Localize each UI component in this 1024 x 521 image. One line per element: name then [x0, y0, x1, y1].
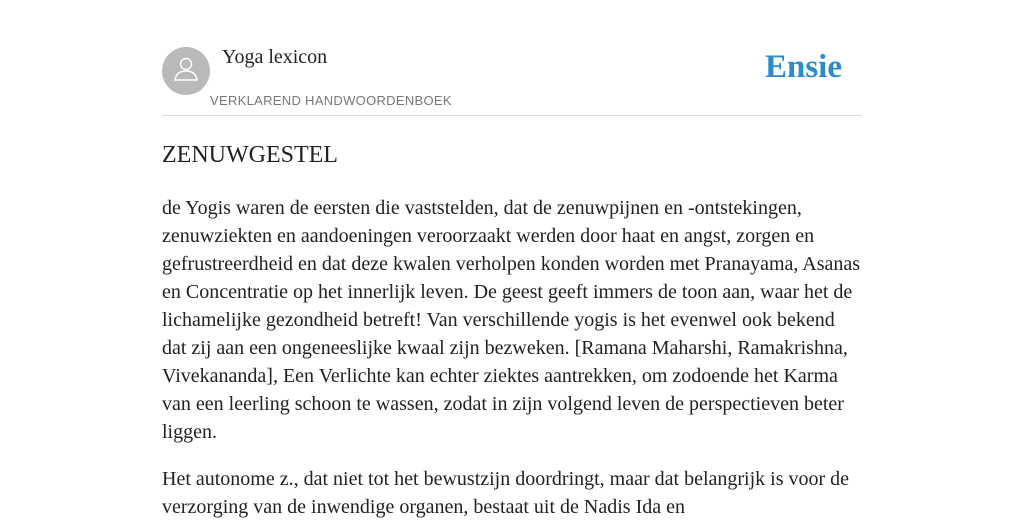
- entry-title: ZENUWGESTEL: [162, 142, 338, 168]
- brand-logo[interactable]: Ensie: [764, 49, 842, 85]
- page: [162, 0, 862, 518]
- avatar[interactable]: [162, 47, 210, 95]
- book-title[interactable]: Yoga lexicon: [222, 46, 328, 68]
- user-icon: [171, 54, 201, 89]
- header: [162, 0, 862, 116]
- entry-paragraph: de Yogis waren de eersten die vaststelden, dat de zenuwpijnen en -ontstekingen, zenuwziekten en aandoeningen veroorzaakt werden door haat en angst, zorgen en gefrustreerdheid en dat deze kwalen verholpen konden worden met Pranayama, Asanas en Concentratie op het innerlijk leven. De geest geeft immers de toon aan, waar het de lichamelijke gezondheid betreft! Van verschillende yogis is het evenwel ook bekend dat zij aan een ongeneeslijke kwaal zijn bezweken. [Ramana Maharshi, Ramakrishna, Vivekananda], Een Verlichte kan echter ziektes aantrekken, om zodoende het Karma van een leerling schoon te wassen, zodat in zijn volgend leven de perspectieven beter liggen.: [162, 197, 861, 443]
- book-subtitle: VERKLAREND HANDWOORDENBOEK: [210, 93, 452, 108]
- entry-paragraph: Het autonome z., dat niet tot het bewustzijn doordringt, maar dat belangrijk is voor de verzorging van de inwendige organen, bestaat uit de Nadis Ida en: [162, 468, 850, 518]
